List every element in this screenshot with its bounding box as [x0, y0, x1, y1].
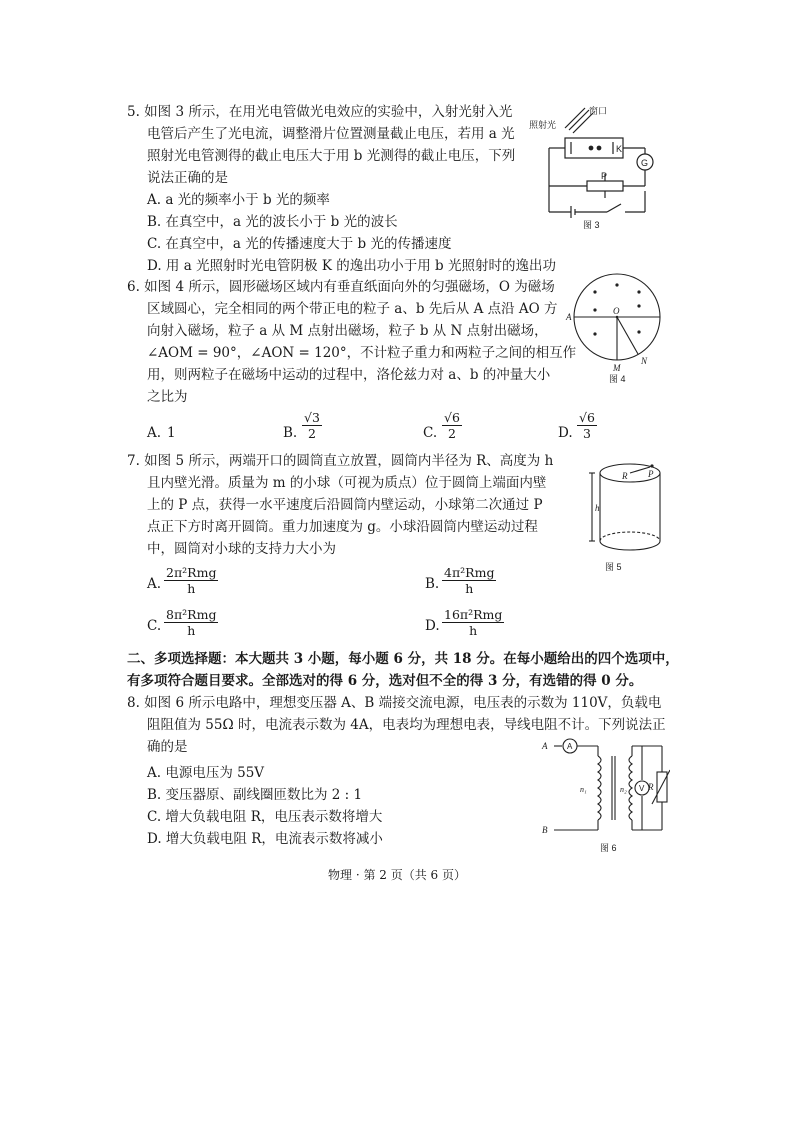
fig5-r-label: R: [622, 471, 628, 481]
q7-option-c-num: 8π²Rmg: [166, 607, 217, 622]
fig3-window-label: 窗口: [589, 106, 608, 116]
q8-option-c: C. 增大负载电阻 R，电压表示数将增大: [147, 809, 383, 825]
q7-option-d-label: D.: [425, 618, 440, 634]
q6-option-b-num: √3: [304, 410, 320, 425]
figure-5-cylinder: [588, 455, 668, 563]
q6-line-2: 区域圆心，完全相同的两个带正电的粒子 a、b 先后从 A 点沿 AO 方: [147, 301, 558, 317]
q7-option-d-num: 16π²Rmg: [444, 607, 503, 622]
q6-option-c-label: C.: [423, 425, 438, 441]
q5-option-d: D. 用 a 光照射时光电管阴极 K 的逸出功小于用 b 光照射时的逸出功: [147, 258, 556, 274]
q6-line-1: 6. 如图 4 所示，圆形磁场区域内有垂直纸面向外的匀强磁场，O 为磁场: [127, 279, 555, 295]
fig6-b-terminal-label: B: [542, 825, 548, 835]
fig3-p-label: P: [601, 171, 608, 181]
q5-option-c: C. 在真空中，a 光的传播速度大于 b 光的传播速度: [147, 236, 452, 252]
figure-6-transformer-circuit: [540, 736, 670, 842]
fig4-a-label: A: [566, 312, 572, 322]
q5-option-b: B. 在真空中，a 光的波长小于 b 光的波长: [147, 214, 398, 230]
fig6-r-label: R: [648, 782, 654, 792]
q7-option-c-fraction: [164, 607, 218, 638]
fig6-n1-label: n₁: [580, 785, 587, 794]
q6-option-d-den: 3: [582, 426, 591, 441]
fig3-k-label: K: [616, 144, 623, 154]
q7-option-a-num: 2π²Rmg: [166, 565, 217, 580]
q8-line-3: 确的是: [147, 739, 188, 755]
q7-option-c-den: h: [187, 623, 196, 638]
q8-option-b: B. 变压器原、副线圈匝数比为 2 : 1: [147, 787, 363, 803]
q7-option-d-fraction: [442, 607, 504, 638]
fig3-light-label: 照射光: [529, 120, 557, 130]
q7-option-a-den: h: [187, 581, 196, 596]
figure-4-caption: 图 4: [609, 374, 626, 384]
q6-line-4: ∠AOM = 90°，∠AON = 120°，不计粒子重力和两粒子之间的相互作: [147, 345, 577, 361]
section-2-header-line-2: 有多项符合题目要求。全部选对的得 6 分，选对但不全的得 3 分，有选错的得 0 分。: [127, 673, 643, 689]
q7-option-b-fraction: [442, 565, 496, 596]
q6-option-c-den: 2: [447, 426, 456, 441]
q6-option-c-num: √6: [444, 410, 460, 425]
q5-option-a: A. a 光的频率小于 b 光的频率: [147, 192, 330, 208]
q6-option-d-fraction: [577, 410, 597, 441]
q7-line-5: 中，圆筒对小球的支持力大小为: [147, 541, 336, 557]
fig6-a-terminal-label: A: [542, 741, 548, 751]
fig5-p-label: P: [648, 469, 654, 479]
fig4-n-label: N: [641, 356, 648, 366]
q6-option-c-fraction: [442, 410, 462, 441]
q7-option-c-label: C.: [147, 618, 162, 634]
q5-line-2: 电管后产生了光电流，调整滑片位置测量截止电压，若用 a 光: [147, 126, 515, 142]
q5-line-3: 照射光电管测得的截止电压大于用 b 光测得的截止电压，下列: [147, 148, 516, 164]
figure-5-caption: 图 5: [605, 562, 622, 572]
fig6-n2-label: n₂: [620, 785, 627, 794]
q8-line-1: 8. 如图 6 所示电路中，理想变压器 A、B 端接交流电源，电压表的示数为 110V，负载电: [127, 695, 662, 711]
q6-option-a-text: 1: [167, 425, 176, 441]
q6-line-6: 之比为: [147, 389, 188, 405]
q6-line-3: 向射入磁场，粒子 a 从 M 点射出磁场，粒子 b 从 N 点射出磁场，: [147, 323, 548, 339]
figure-6-caption: 图 6: [600, 843, 617, 853]
q7-option-a-label: A.: [147, 576, 162, 592]
figure-3-caption: 图 3: [583, 220, 600, 230]
q5-line-1: 5. 如图 3 所示，在用光电管做光电效应的实验中，入射光射入光: [127, 104, 513, 120]
q6-option-b-fraction: [302, 410, 322, 441]
figure-4-magnetic-field: [565, 270, 675, 374]
q8-option-a: A. 电源电压为 55V: [147, 765, 265, 781]
q7-line-3: 上的 P 点，获得一水平速度后沿圆筒内壁运动，小球第二次通过 P: [147, 497, 543, 513]
q7-option-b-den: h: [465, 581, 474, 596]
q7-line-2: 且内壁光滑。质量为 m 的小球（可视为质点）位于圆筒上端面内壁: [147, 475, 547, 491]
fig6-ammeter-label: A: [567, 742, 573, 751]
q8-option-d: D. 增大负载电阻 R，电流表示数将减小: [147, 831, 383, 847]
q6-option-d-label: D.: [558, 425, 573, 441]
figure-3-photoelectric-circuit: [527, 100, 667, 230]
page-footer: 物理 · 第 2 页（共 6 页）: [328, 868, 466, 882]
fig4-o-label: O: [613, 306, 620, 316]
fig3-galvanometer-label: G: [641, 158, 649, 168]
q7-line-4: 点正下方时离开圆筒。重力加速度为 g。小球沿圆筒内壁运动过程: [147, 519, 538, 535]
q7-option-d-den: h: [469, 623, 478, 638]
q6-line-5: 用，则两粒子在磁场中运动的过程中，洛伦兹力对 a、b 的冲量大小: [147, 367, 551, 383]
q6-option-a-label: A.: [147, 425, 162, 441]
fig4-m-label: M: [613, 363, 621, 373]
q7-line-1: 7. 如图 5 所示，两端开口的圆筒直立放置，圆筒内半径为 R、高度为 h: [127, 453, 554, 469]
q7-option-a-fraction: [164, 565, 218, 596]
q7-option-b-num: 4π²Rmg: [444, 565, 495, 580]
fig5-h-label: h: [595, 503, 600, 513]
q6-option-b-label: B.: [283, 425, 298, 441]
q6-option-b-den: 2: [307, 426, 316, 441]
q8-line-2: 阻阻值为 55Ω 时，电流表示数为 4A，电表均为理想电表，导线电阻不计。下列说法正: [147, 717, 666, 733]
q6-option-d-num: √6: [579, 410, 595, 425]
q7-option-b-label: B.: [425, 576, 440, 592]
section-2-header-line-1: 二、多项选择题：本大题共 3 小题，每小题 6 分，共 18 分。在每小题给出的四个选项中，: [127, 651, 679, 667]
q5-line-4: 说法正确的是: [147, 170, 228, 186]
fig6-voltmeter-label: V: [639, 784, 645, 793]
